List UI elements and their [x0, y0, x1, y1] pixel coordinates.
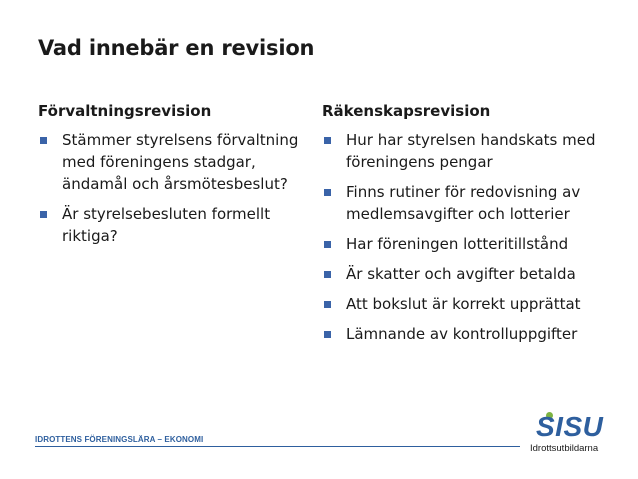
footer-label: IDROTTENS FÖRENINGSLÄRA – EKONOMI	[35, 435, 204, 444]
square-bullet-icon	[40, 137, 47, 144]
square-bullet-icon	[324, 271, 331, 278]
list-item	[322, 323, 622, 345]
sisu-logo	[528, 412, 610, 460]
right-bullet-list	[322, 129, 622, 345]
left-column-heading: Förvaltningsrevision	[38, 102, 212, 120]
list-item-text: Har föreningen lotteritillstånd	[346, 235, 569, 253]
square-bullet-icon	[40, 211, 47, 218]
list-item	[322, 263, 622, 285]
list-item	[322, 181, 622, 225]
list-item	[38, 129, 300, 195]
logo-subtitle: Idrottsutbildarna	[530, 443, 599, 454]
square-bullet-icon	[324, 241, 331, 248]
logo-wordmark: SISU	[536, 411, 604, 442]
right-column	[322, 102, 622, 353]
list-item	[322, 129, 622, 173]
square-bullet-icon	[324, 331, 331, 338]
left-bullet-list	[38, 129, 300, 247]
list-item-text: Finns rutiner för redovisning av medlemsavgifter och lotterier	[346, 183, 581, 223]
square-bullet-icon	[324, 301, 331, 308]
square-bullet-icon	[324, 137, 331, 144]
list-item	[322, 233, 622, 255]
list-item-text: Stämmer styrelsens förvaltning med föreningens stadgar, ändamål och årsmötesbeslut?	[62, 131, 299, 193]
square-bullet-icon	[324, 189, 331, 196]
left-column	[38, 102, 300, 255]
list-item-text: Är skatter och avgifter betalda	[346, 265, 576, 283]
list-item-text: Lämnande av kontrolluppgifter	[346, 325, 578, 343]
right-column-heading: Räkenskapsrevision	[322, 102, 491, 120]
list-item-text: Hur har styrelsen handskats med föreningens pengar	[346, 131, 596, 171]
slide-title: Vad innebär en revision	[38, 36, 315, 60]
list-item-text: Är styrelsebesluten formellt riktiga?	[62, 205, 271, 245]
footer-divider	[35, 446, 520, 447]
list-item	[322, 293, 622, 315]
list-item-text: Att bokslut är korrekt upprättat	[346, 295, 581, 313]
list-item	[38, 203, 300, 247]
